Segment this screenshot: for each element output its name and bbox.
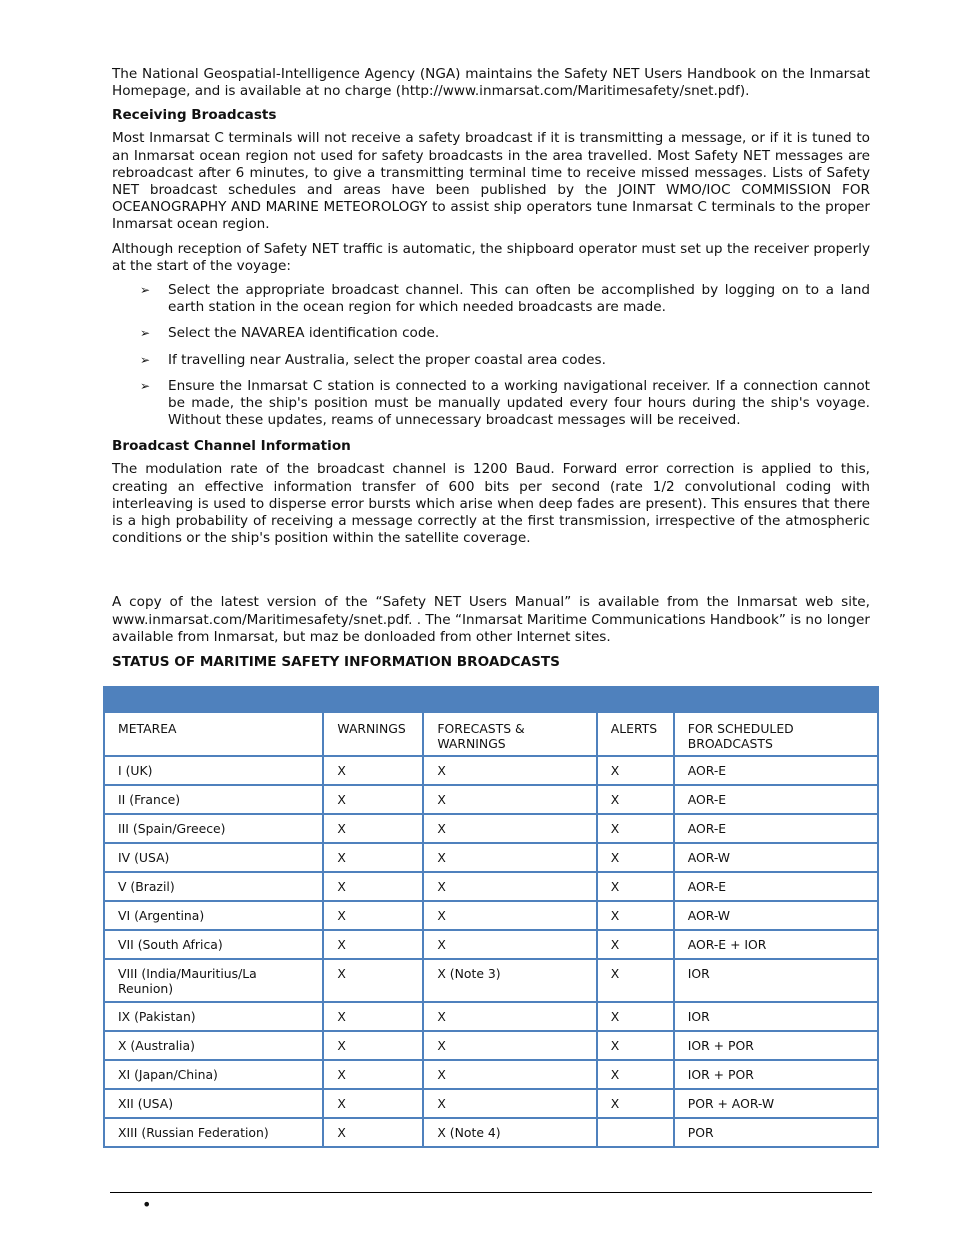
table-cell: X: [597, 814, 674, 843]
table-cell: X: [323, 814, 423, 843]
table-row: [104, 1060, 878, 1089]
table-row: [104, 756, 878, 785]
table-cell: X: [597, 1002, 674, 1031]
table-cell: AOR-E: [674, 785, 878, 814]
column-header: ALERTS: [597, 712, 674, 756]
document-body: [112, 66, 870, 680]
table-row: [104, 872, 878, 901]
table-cell: X: [423, 1089, 596, 1118]
receiving-broadcasts-heading: Receiving Broadcasts: [112, 107, 277, 124]
table-cell: X (Australia): [104, 1031, 323, 1060]
table-cell: X: [323, 901, 423, 930]
table-cell: IX (Pakistan): [104, 1002, 323, 1031]
table-cell: X: [323, 785, 423, 814]
table-cell: VI (Argentina): [104, 901, 323, 930]
table-cell: X: [323, 1031, 423, 1060]
table-cell: X (Note 3): [423, 959, 596, 1002]
table-cell: X: [423, 1031, 596, 1060]
table-cell: X: [323, 872, 423, 901]
footer-divider: [110, 1192, 872, 1193]
table-cell: X: [597, 1089, 674, 1118]
table-cell: VIII (India/Mauritius/La Reunion): [104, 959, 323, 1002]
table-row: [104, 814, 878, 843]
table-cell: III (Spain/Greece): [104, 814, 323, 843]
table-row: [104, 843, 878, 872]
table-cell: X: [597, 785, 674, 814]
list-item: [112, 282, 870, 316]
column-header: FOR SCHEDULED BROADCASTS: [674, 712, 878, 756]
arrow-bullet-icon: ➢: [140, 378, 151, 393]
table-cell: V (Brazil): [104, 872, 323, 901]
msi-status-table: [103, 686, 879, 1148]
list-item-text: Select the appropriate broadcast channel. This can often be accomplished by logging on to a land earth station in the ocean region for which needed broadcasts are made.: [168, 282, 870, 316]
table-cell: X: [323, 959, 423, 1002]
table-cell: IOR + POR: [674, 1060, 878, 1089]
table-cell: X: [323, 1089, 423, 1118]
table-cell: VII (South Africa): [104, 930, 323, 959]
broadcast-channel-heading: Broadcast Channel Information: [112, 438, 351, 455]
table-row: [104, 1118, 878, 1147]
receiving-paragraph-2: Although reception of Safety NET traffic is automatic, the shipboard operator must set up the receiver properly at the start of the voyage:: [112, 240, 870, 274]
table-cell: X: [597, 872, 674, 901]
table-cell: X: [423, 756, 596, 785]
table-cell: X: [597, 1031, 674, 1060]
table-cell: X: [423, 901, 596, 930]
table-row: [104, 1031, 878, 1060]
table-cell: X: [597, 843, 674, 872]
table-cell: X: [323, 756, 423, 785]
list-item-text: Ensure the Inmarsat C station is connected to a working navigational receiver. If a connection cannot be made, the ship's position must be manually updated every four hours during the ship's voyage. Without these updates, reams of unnecessary broadcast messages will be received.: [168, 377, 870, 429]
table-cell: AOR-E: [674, 756, 878, 785]
table-cell: AOR-W: [674, 901, 878, 930]
table-cell: POR + AOR-W: [674, 1089, 878, 1118]
table-row: [104, 1002, 878, 1031]
table-cell: IOR + POR: [674, 1031, 878, 1060]
table-cell: X: [597, 959, 674, 1002]
manual-note-paragraph: A copy of the latest version of the “Safety NET Users Manual” is available from the Inmarsat web site, www.inmarsat.com/Maritimesafety/snet.pdf. . The “Inmarsat Maritime Communications Handbook” is no longer available from Inmarsat, but maz be donloaded from other Internet sites.: [112, 594, 870, 645]
table-cell: XIII (Russian Federation): [104, 1118, 323, 1147]
table-cell: X: [597, 901, 674, 930]
table-cell: IV (USA): [104, 843, 323, 872]
table-cell: POR: [674, 1118, 878, 1147]
table-cell: [597, 1118, 674, 1147]
table-cell: X: [423, 930, 596, 959]
table-header-row: [104, 712, 878, 756]
table-header-band: [104, 687, 878, 712]
table-row: [104, 959, 878, 1002]
arrow-bullet-icon: ➢: [140, 352, 151, 367]
table-cell: I (UK): [104, 756, 323, 785]
arrow-bullet-icon: ➢: [140, 326, 151, 341]
setup-steps-list: [112, 282, 870, 429]
list-item-text: If travelling near Australia, select the proper coastal area codes.: [168, 351, 606, 368]
table-row: [104, 901, 878, 930]
table-cell: IOR: [674, 959, 878, 1002]
table-cell: X: [423, 843, 596, 872]
table-cell: X (Note 4): [423, 1118, 596, 1147]
column-header: WARNINGS: [323, 712, 423, 756]
table-cell: X: [597, 930, 674, 959]
table-cell: X: [423, 814, 596, 843]
table-cell: X: [423, 785, 596, 814]
table-cell: X: [323, 1060, 423, 1089]
table-cell: X: [323, 930, 423, 959]
table-cell: X: [423, 1060, 596, 1089]
column-header: METAREA: [104, 712, 323, 756]
footer-bullet: •: [142, 1195, 152, 1214]
table-cell: X: [423, 1002, 596, 1031]
table-title: STATUS OF MARITIME SAFETY INFORMATION BROADCASTS: [112, 654, 560, 671]
table-cell: AOR-E: [674, 814, 878, 843]
table-cell: X: [597, 756, 674, 785]
table-cell: AOR-W: [674, 843, 878, 872]
arrow-bullet-icon: ➢: [140, 283, 151, 298]
broadcast-channel-paragraph: The modulation rate of the broadcast channel is 1200 Baud. Forward error correction is applied to this, creating an effective information transfer of 600 bits per second (rate 1/2 convolutional coding with interleaving is used to disperse error bursts which arise when deep fades are present). This ensures that there is a high probability of receiving a message correctly at the first transmission, irrespective of the atmospheric conditions or the ship's position within the satellite coverage.: [112, 461, 870, 547]
column-header: FORECASTS & WARNINGS: [423, 712, 596, 756]
list-item-text: Select the NAVAREA identification code.: [168, 325, 440, 342]
intro-paragraph: The National Geospatial-Intelligence Agency (NGA) maintains the Safety NET Users Handbook on the Inmarsat Homepage, and is available at no charge (http://www.inmarsat.com/Maritimesafety/snet.pdf).: [112, 66, 870, 100]
table-cell: XI (Japan/China): [104, 1060, 323, 1089]
table-cell: IOR: [674, 1002, 878, 1031]
table-row: [104, 785, 878, 814]
table-row: [104, 1089, 878, 1118]
table-cell: X: [423, 872, 596, 901]
table-cell: X: [597, 1060, 674, 1089]
table-cell: XII (USA): [104, 1089, 323, 1118]
table-cell: X: [323, 1002, 423, 1031]
table-cell: X: [323, 843, 423, 872]
list-item: [112, 325, 870, 342]
table-row: [104, 930, 878, 959]
table-cell: II (France): [104, 785, 323, 814]
table-cell: AOR-E + IOR: [674, 930, 878, 959]
receiving-paragraph-1: Most Inmarsat C terminals will not receive a safety broadcast if it is transmitting a message, or if it is tuned to an Inmarsat ocean region not used for safety broadcasts in the area travelled. Most Safety NET messages are rebroadcast after 6 minutes, to give a transmitting terminal time to receive missed messages. Lists of Safety NET broadcast schedules and areas have been published by the JOINT WMO/IOC COMMISSION FOR OCEANOGRAPHY AND MARINE METEOROLOGY to assist ship operators tune Inmarsat C terminals to the proper Inmarsat ocean region.: [112, 130, 870, 233]
list-item: [112, 352, 870, 369]
table-cell: AOR-E: [674, 872, 878, 901]
table-cell: X: [323, 1118, 423, 1147]
list-item: [112, 378, 870, 430]
